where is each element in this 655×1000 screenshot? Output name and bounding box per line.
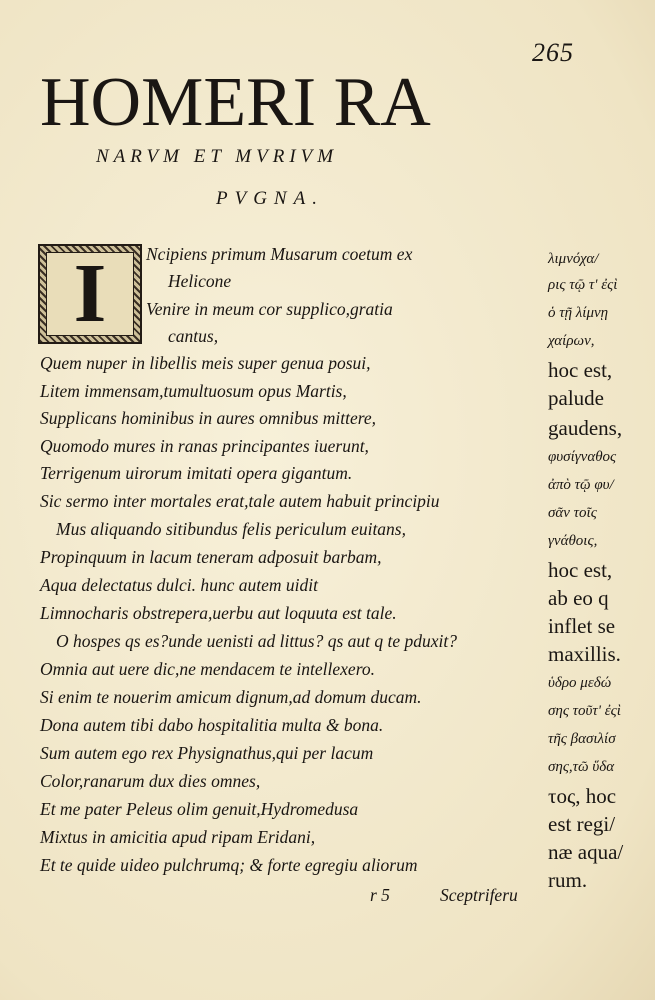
text-line: Quem nuper in libellis meis super genua posui, [40,353,371,373]
gloss-line: ἀπὸ τῷ φυ/ [548,477,614,493]
gloss-line: maxillis. [548,642,621,666]
text-line: Helicone [168,271,232,291]
gloss-line: inflet se [548,614,616,638]
gloss-line: γνάθοις, [548,533,598,549]
text-line: cantus, [168,326,219,346]
gloss-line: hoc est, [548,558,613,582]
page-subtitle: NARVM ET MVRIVM [96,146,339,167]
gloss-line: χαίρων, [548,333,595,349]
text-line: O hospes qs es?unde uenisti ad littus? qs aut q te pduxit? [56,631,458,651]
gloss-line: palude [548,386,604,410]
page-number: 265 [532,38,574,67]
gloss-line: λιμνόχα/ [548,251,599,267]
gloss-line: næ aqua/ [548,840,624,864]
text-line: Quomodo mures in ranas principantes iuerunt, [40,436,369,456]
text-line: Ncipiens primum Musarum coetum ex [146,244,413,264]
gloss-line: σᾶν τοῖς [548,505,597,521]
text-line: Litem immensam,tumultuosum opus Martis, [40,381,347,401]
text-line: Omnia aut uere dic,ne mendacem te intellexero. [40,659,375,679]
text-line: Limnocharis obstrepera,uerbu aut loquuta est tale. [40,603,397,623]
gloss-line: gaudens, [548,416,623,440]
text-line: Supplicans hominibus in aures omnibus mittere, [40,408,377,428]
text-line: Si enim te nouerim amicum dignum,ad domum ducam. [40,687,422,707]
text-line: Terrigenum uirorum imitati opera gigantum. [40,463,353,483]
text-line: Sic sermo inter mortales erat,tale autem habuit principiu [40,491,440,511]
page-subtitle-continued: PVGNA. [216,188,324,209]
page-title: HOMERI RA [40,64,431,141]
text-line: Venire in meum cor supplico,gratia [146,299,393,319]
text-line: Et me pater Peleus olim genuit,Hydromedusa [40,799,359,819]
gloss-line: hoc est, [548,358,613,382]
text-line: Sum autem ego rex Physignathus,qui per lacum [40,743,374,763]
gloss-line: τῆς βασιλίσ [548,731,616,747]
signature-mark: r 5 [370,885,390,905]
catchword: Sceptriferu [440,885,518,905]
gloss-line: rum. [548,868,588,892]
gloss-line: φυσίγναθος [548,449,617,465]
gloss-line: est regi/ [548,812,616,836]
text-line: Mus aliquando sitibundus felis periculum euitans, [56,519,406,539]
text-line: Et te quide uideo pulchrumq; & forte egregiu aliorum [40,855,418,875]
text-line: Propinquum in lacum teneram adposuit barbam, [40,547,382,567]
gloss-line: ab eo q [548,586,609,610]
gloss-line: σης τοῦτ' ἐςὶ [548,703,621,719]
text-line: Dona autem tibi dabo hospitalitia multa & bona. [40,715,384,735]
text-line: Color,ranarum dux dies omnes, [40,771,261,791]
gloss-line: σης,τῶ ὕδα [548,759,615,775]
gloss-line: ὑδρο μεδώ [548,675,612,691]
text-line: Aqua delectatus dulci. hunc autem uidit [40,575,319,595]
decorated-initial [38,244,142,344]
initial-letter: I [73,247,107,340]
gloss-line: ὁ τῇ λίμνῃ [548,305,609,321]
gloss-line: ρις τῷ τ' ἐςὶ [548,277,618,293]
gloss-line: τος, hoc [548,784,617,808]
initial-panel [46,247,134,340]
text-line: Mixtus in amicitia apud ripam Eridani, [40,827,316,847]
